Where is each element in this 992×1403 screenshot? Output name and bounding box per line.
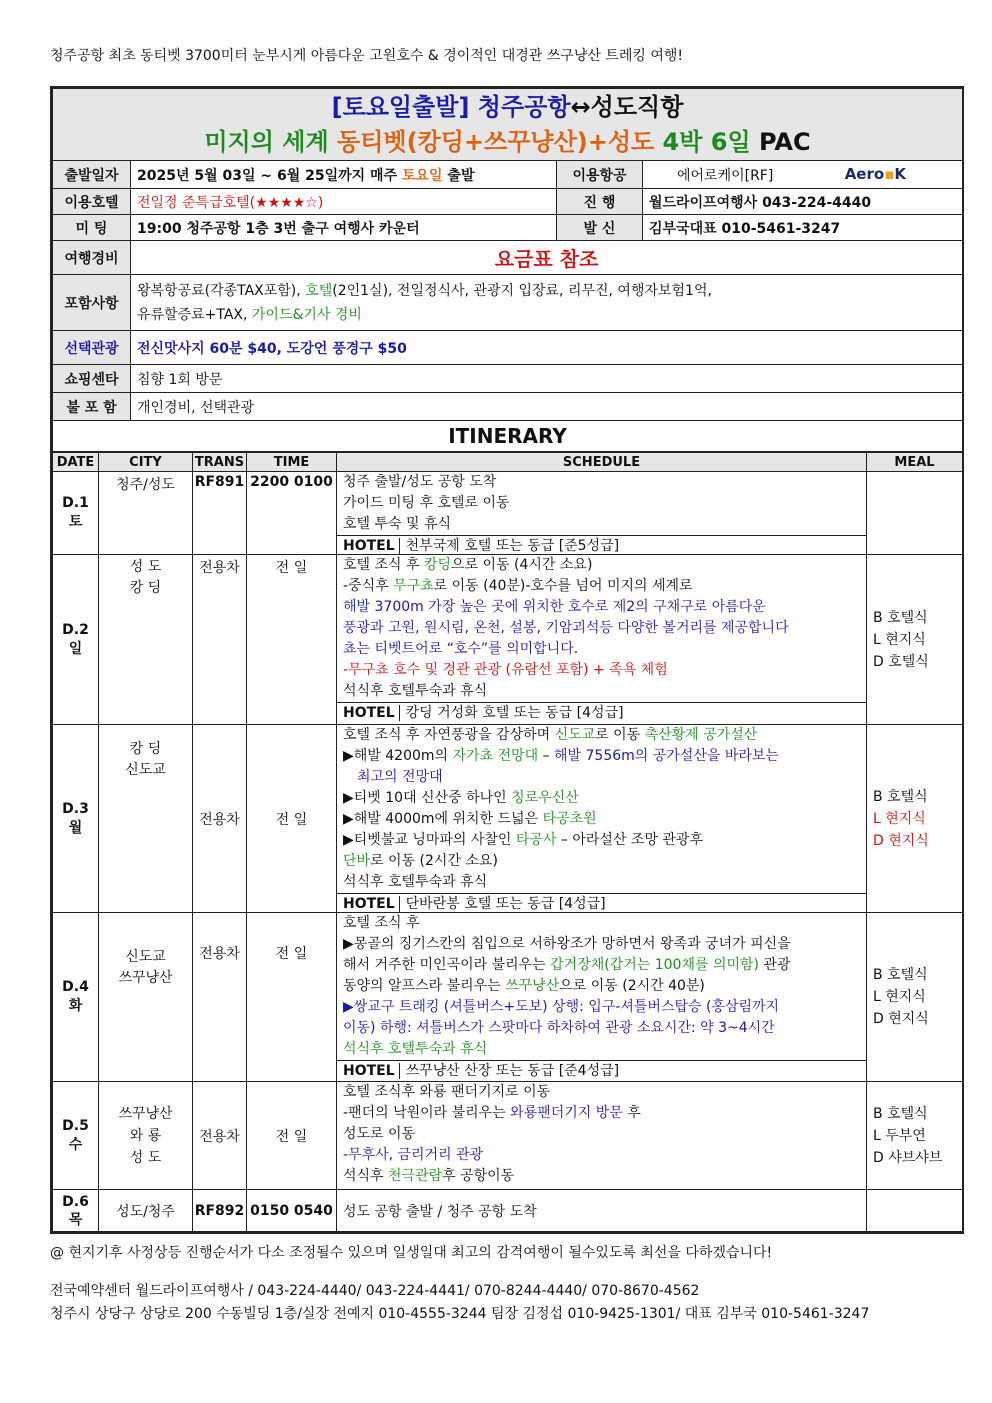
day-3-schedule: 호텔 조식 후 자연풍광을 감상하며 신도교로 이동 촉산황제 공가설산 ▶해발 4200m의 자가쵸 전망대 – 해발 7556m의 공가설산을 바라보는 최고의 전망대 ▶티벳 10대 신산중 하나인 칭로우신산 ▶해발 4000m에 위치한 드넓은 타공초원 ▶티벳불교 닝마파의 사찰인 타공사 – 아라설산 조망 관광후 단바로 이동 (2시간 소요) 석식후 호텔투숙과 휴식 HOTEL 단바란봉 호텔 또는 동급 [4성급] <box>337 725 867 913</box>
cost-value: 요금표 참조 <box>131 241 963 275</box>
issue-value: 김부국대표 010-5461-3247 <box>643 215 963 241</box>
hotel-value: 전일정 준특급호텔(★★★★☆) <box>131 189 557 215</box>
col-city: CITY <box>99 453 193 472</box>
notice: @ 현지기후 사정상등 진행순서가 다소 조정될수 있으며 일생일대 최고의 감격여행이 될수있도록 최선을 다하겠습니다! <box>50 1245 773 1261</box>
footer-address: 청주시 상당구 상당로 200 수동빌딩 1층/실장 전예지 010-4555-3244 팀장 김정섭 010-9425-1301/ 대표 김부국 010-5461-3247 <box>50 1306 870 1322</box>
airline-value: 에어로케이[RF] Aero▪K <box>643 161 963 189</box>
itinerary-title: ITINERARY <box>53 421 963 452</box>
issue-label: 발 신 <box>557 215 643 241</box>
option-label: 선택관광 <box>53 331 131 365</box>
exclude-label: 불 포 함 <box>53 393 131 421</box>
day-2-date: D.2 일 <box>53 555 99 725</box>
day-6-time: 0150 0540 <box>247 1190 337 1232</box>
day-1-meal <box>867 472 963 555</box>
exclude-value: 개인경비, 선택관광 <box>131 393 963 421</box>
shop-value: 침향 1회 방문 <box>131 365 963 393</box>
day-2-meal: B 호텔식 L 현지식 D 호텔식 <box>867 555 963 725</box>
day-6-meal <box>867 1190 963 1232</box>
depart-label: 출발일자 <box>53 161 131 189</box>
day-2-time: 전 일 <box>247 555 337 725</box>
day-5-time: 전 일 <box>247 1082 337 1190</box>
day-1-city: 청주/성도 <box>99 472 193 555</box>
day-3-meal: B 호텔식 L 현지식 D 현지식 <box>867 725 963 913</box>
day-1-schedule: 청주 출발/성도 공항 도착 가이드 미팅 후 호텔로 이동 호텔 투숙 및 휴식 HOTEL 천부국제 호텔 또는 동급 [준5성급] <box>337 472 867 555</box>
day-5-date: D.5 수 <box>53 1082 99 1190</box>
day-row-3 <box>53 725 963 913</box>
day-1-time: 2200 0100 <box>247 472 337 555</box>
col-trans: TRANS <box>193 453 247 472</box>
meeting-value: 19:00 청주공항 1층 3번 출구 여행사 카운터 <box>131 215 557 241</box>
title-line-2: 미지의 세계 동티벳(캉딩+쓰꾸냥산)+성도 4박 6일 PAC <box>53 125 963 161</box>
hotel-label: 이용호텔 <box>53 189 131 215</box>
day-2-hotel: HOTEL 캉딩 거성화 호텔 또는 동급 [4성급] <box>337 702 866 721</box>
day-1-date: D.1 토 <box>53 472 99 555</box>
day-row-6 <box>53 1190 963 1232</box>
day-4-schedule: 호텔 조식 후 ▶몽골의 징기스칸의 침입으로 서하왕조가 망하면서 왕족과 궁녀가 피신을 해서 거주한 미인곡이라 불리우는 갑거장채(갑거는 100채를 의미함) 관광 동양의 알프스라 불리우는 쓰꾸냥산으로 이동 (2시간 40분) ▶쌍교구 트래킹 (셔틀버스+도보) 상행: 입구-셔틀버스탑승 (홍삼림까지 이동) 하행: 셔틀버스가 스팟마다 하차하여 관광 소요시간: 약 3~4시간 석식후 호텔투숙과 휴식 HOTEL 쓰꾸냥산 산장 또는 동급 [준4성급] <box>337 913 867 1082</box>
day-3-hotel: HOTEL 단바란봉 호텔 또는 동급 [4성급] <box>337 893 866 912</box>
day-5-meal: B 호텔식 L 두부연 D 샤브샤브 <box>867 1082 963 1190</box>
schedule-table <box>52 452 963 1232</box>
footer-contact: 전국예약센터 월드라이프여행사 / 043-224-4440/ 043-224-4441/ 070-8244-4440/ 070-8670-4562 <box>50 1283 700 1299</box>
include-label: 포함사항 <box>53 275 131 331</box>
day-4-meal: B 호텔식 L 현지식 D 현지식 <box>867 913 963 1082</box>
depart-value: 2025년 5월 03일 ~ 6월 25일까지 매주 토요일 출발 <box>131 161 557 189</box>
schedule-header-row <box>53 453 963 472</box>
day-4-city: 신도교 쓰꾸냥산 <box>99 913 193 1082</box>
day-6-schedule: 성도 공항 출발 / 청주 공항 도착 <box>337 1190 867 1232</box>
day-6-city: 성도/청주 <box>99 1190 193 1232</box>
day-row-1 <box>53 472 963 555</box>
day-5-schedule: 호텔 조식후 와룡 팬더기지로 이동 -팬더의 낙원이라 불리우는 와룡팬더기지 방문 후 성도로 이동 -무후사, 금리거리 관광 석식후 천극관람후 공항이동 <box>337 1082 867 1190</box>
aero-k-logo: Aero▪K <box>844 164 906 183</box>
day-3-trans: 전용차 <box>193 725 247 913</box>
day-1-trans: RF891 <box>193 472 247 555</box>
col-date: DATE <box>53 453 99 472</box>
airline-label: 이용항공 <box>557 161 643 189</box>
itinerary-sheet <box>50 86 964 1234</box>
col-time: TIME <box>247 453 337 472</box>
day-2-schedule: 호텔 조식 후 캉딩으로 이동 (4시간 소요) -중식후 무구쵸로 이동 (40분)-호수를 넘어 미지의 세계로 해발 3700m 가장 높은 곳에 위치한 호수로 제2의 구채구로 아름다운 풍광과 고원, 원시림, 온천, 설봉, 기암괴석등 다양한 볼거리를 제공합니다 쵸는 티벳트어로 “호수”를 의미합니다. -무구쵸 호수 및 경관 관광 (유람선 포함) + 족욕 체험 석식후 호텔투숙과 휴식 HOTEL 캉딩 거성화 호텔 또는 동급 [4성급] <box>337 555 867 725</box>
info-table <box>52 88 963 452</box>
day-row-2 <box>53 555 963 725</box>
col-meal: MEAL <box>867 453 963 472</box>
option-value: 전신맛사지 60분 $40, 도강언 풍경구 $50 <box>131 331 963 365</box>
day-3-date: D.3 월 <box>53 725 99 913</box>
progress-value: 월드라이프여행사 043-224-4440 <box>643 189 963 215</box>
col-schedule: SCHEDULE <box>337 453 867 472</box>
day-4-hotel: HOTEL 쓰꾸냥산 산장 또는 동급 [준4성급] <box>337 1060 866 1079</box>
day-6-date: D.6 목 <box>53 1190 99 1232</box>
include-value: 왕복항공료(각종TAX포함), 호텔(2인1실), 전일정식사, 관광지 입장료, 리무진, 여행자보험1억, 유류할증료+TAX, 가이드&기사 경비 <box>131 275 963 331</box>
day-3-city: 캉 딩 신도교 <box>99 725 193 913</box>
day-6-trans: RF892 <box>193 1190 247 1232</box>
shop-label: 쇼핑센타 <box>53 365 131 393</box>
title-line-1: [토요일출발] 청주공항↔성도직항 <box>53 89 963 125</box>
day-5-city: 쓰꾸냥산 와 룡 성 도 <box>99 1082 193 1190</box>
tagline: 청주공항 최초 동티벳 3700미터 눈부시게 아름다운 고원호수 & 경이적인 대경관 쓰구냥산 트레킹 여행! <box>50 48 683 64</box>
progress-label: 진 행 <box>557 189 643 215</box>
day-2-trans: 전용차 <box>193 555 247 725</box>
day-1-hotel: HOTEL 천부국제 호텔 또는 동급 [준5성급] <box>337 535 866 554</box>
day-row-5 <box>53 1082 963 1190</box>
day-4-trans: 전용차 <box>193 913 247 1082</box>
day-5-trans: 전용차 <box>193 1082 247 1190</box>
day-row-4 <box>53 913 963 1082</box>
cost-label: 여행경비 <box>53 241 131 275</box>
day-2-city: 성 도 캉 딩 <box>99 555 193 725</box>
meeting-label: 미 팅 <box>53 215 131 241</box>
day-4-date: D.4 화 <box>53 913 99 1082</box>
day-4-time: 전 일 <box>247 913 337 1082</box>
day-3-time: 전 일 <box>247 725 337 913</box>
